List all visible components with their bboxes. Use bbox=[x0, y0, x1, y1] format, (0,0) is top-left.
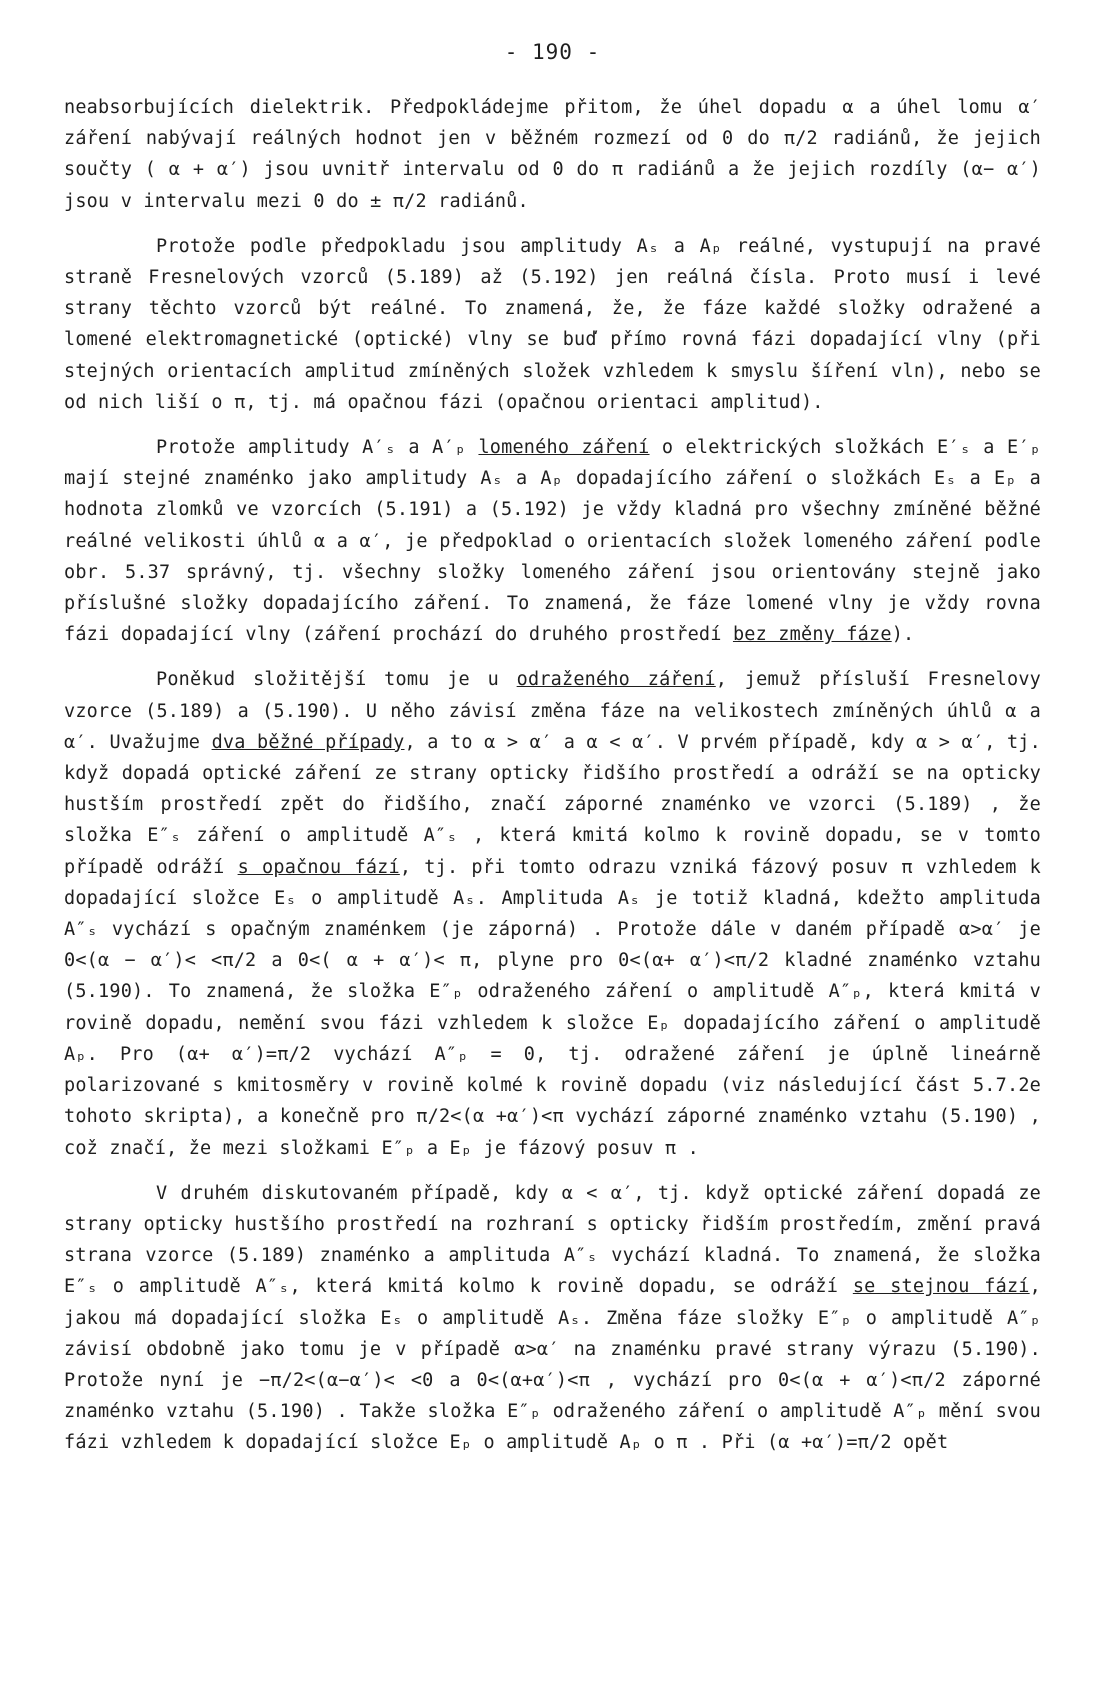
text-run: , jakou má dopadající složka Eₛ o amplitudě Aₛ. Změna fáze složky E″ₚ o amplitudě A″ₚ závisí obdobně jako tomu je v případě α>α′ na znaménku pravé strany výrazu (5.190). Protože nyní je −π/2<(α−α′)< <0 a 0<(α+α′)<π , vychází pro 0<(α + α′)<π/2 záporné znaménko vztahu (5.190) . Takže složka E″ₚ odraženého záření o amplitudě A″ₚ mění svou fázi vzhledem k dopadající složce Eₚ o amplitudě Aₚ o π . Při (α +α′)=π/2 opět bbox=[64, 1276, 1041, 1454]
paragraph bbox=[64, 664, 1041, 1163]
body-text bbox=[64, 92, 1041, 1459]
text-run: , a to α > α′ a α < α′. V prvém případě, kdy α > α′, tj. když dopadá optické záření ze strany opticky řidšího prostředí a odráží se na opticky hustším prostředí zpět do řidšího, značí záporné znaménko ve vzorci (5.189) , že složka E″ₛ záření o amplitudě A″ₛ , která kmitá kolmo k rovině dopadu, se v tomto případě odráží bbox=[64, 731, 1041, 878]
text-run: Protože amplitudy A′ₛ a A′ₚ bbox=[156, 437, 479, 459]
underlined-phrase: lomeného záření bbox=[478, 437, 650, 459]
text-run: , tj. při tomto odrazu vzniká fázový posuv π vzhledem k dopadající složce Eₛ o amplitudě Aₛ. Amplituda Aₛ je totiž kladná, kdežto amplituda A″ₛ vychází s opačným znaménkem (je záporná) . Protože dále v daném případě α>α′ je 0<(α − α′)< <π/2 a 0<( α + α′)< π, plyne pro 0<(α+ α′)<π/2 kladné znaménko vztahu (5.190). To znamená, že složka E″ₚ odraženého záření o amplitudě A″ₚ, která kmitá v rovině dopadu, nemění svou fázi vzhledem k složce Eₚ dopadajícího záření o amplitudě Aₚ. Pro (α+ α′)=π/2 vychází A″ₚ = 0, tj. odražené záření je úplně lineárně polarizované s kmitosměry v rovině kolmé k rovině dopadu (viz následující část 5.7.2e tohoto skripta), a konečně pro π/2<(α +α′)<π vychází záporné znaménko vztahu (5.190) , což značí, že mezi složkami E″ₚ a Eₚ je fázový posuv π . bbox=[64, 856, 1041, 1159]
paragraph bbox=[64, 1178, 1041, 1459]
text-run: Poněkud složitější tomu je u bbox=[156, 669, 517, 691]
paragraph bbox=[64, 92, 1041, 217]
text-run: V druhém diskutovaném případě, kdy α < α′, tj. když optické záření dopadá ze strany opticky hustšího prostředí na rozhraní s opticky řidším prostředím, změní pravá strana vzorce (5.189) znaménko a amplituda A″ₛ vychází kladná. To znamená, že složka E″ₛ o amplitudě A″ₛ, která kmitá kolmo k rovině dopadu, se odráží bbox=[64, 1182, 1041, 1298]
text-run: neabsorbujících dielektrik. Předpokládejme přitom, že úhel dopadu α a úhel lomu α′ záření nabývají reálných hodnot jen v běžném rozmezí od 0 do π/2 radiánů, že jejich součty ( α + α′) jsou uvnitř intervalu od 0 do π radiánů a že jejich rozdíly (α− α′) jsou v intervalu mezi 0 do ± π/2 radiánů. bbox=[64, 97, 1041, 212]
underlined-phrase: odraženého záření bbox=[516, 669, 716, 691]
underlined-phrase: s opačnou fází bbox=[237, 856, 400, 878]
paragraph bbox=[64, 432, 1041, 650]
text-run: ). bbox=[891, 624, 915, 646]
text-run: , jemuž přísluší Fresnelovy vzorce (5.189) a (5.190). U něho závisí změna fáze na velikostech zmíněných úhlů α a α′. Uvažujme bbox=[64, 669, 1041, 753]
paragraph bbox=[64, 231, 1041, 418]
page-number: - 190 - bbox=[504, 40, 601, 64]
text-run: Protože podle předpokladu jsou amplitudy Aₛ a Aₚ reálné, vystupují na pravé straně Fresnelových vzorců (5.189) až (5.192) jen reálná čísla. Proto musí i levé strany těchto vzorců být reálné. To znamená, že, že fáze každé složky odražené a lomené elektromagnetické (optické) vlny se buď přímo rovná fázi dopadající vlny (při stejných orientacích amplitud zmíněných složek vzhledem k smyslu šíření vln), nebo se od nich liší o π, tj. má opačnou fázi (opačnou orientaci amplitud). bbox=[64, 235, 1041, 413]
text-run: o elektrických složkách E′ₛ a E′ₚ mají stejné znaménko jako amplitudy Aₛ a Aₚ dopadajícího záření o složkách Eₛ a Eₚ a hodnota zlomků ve vzorcích (5.191) a (5.192) je vždy kladná pro všechny zmíněné běžné reálné velikosti úhlů α a α′, je předpoklad o orientacích složek lomeného záření podle obr. 5.37 správný, tj. všechny složky lomeného záření jsou orientovány stejně jako příslušné složky dopadajícího záření. To znamená, že fáze lomené vlny je vždy rovna fázi dopadající vlny (záření prochází do druhého prostředí bbox=[64, 437, 1042, 646]
underlined-phrase: se stejnou fází bbox=[852, 1276, 1030, 1298]
underlined-phrase: bez změny fáze bbox=[732, 624, 892, 646]
underlined-phrase: dva běžné případy bbox=[211, 731, 405, 753]
